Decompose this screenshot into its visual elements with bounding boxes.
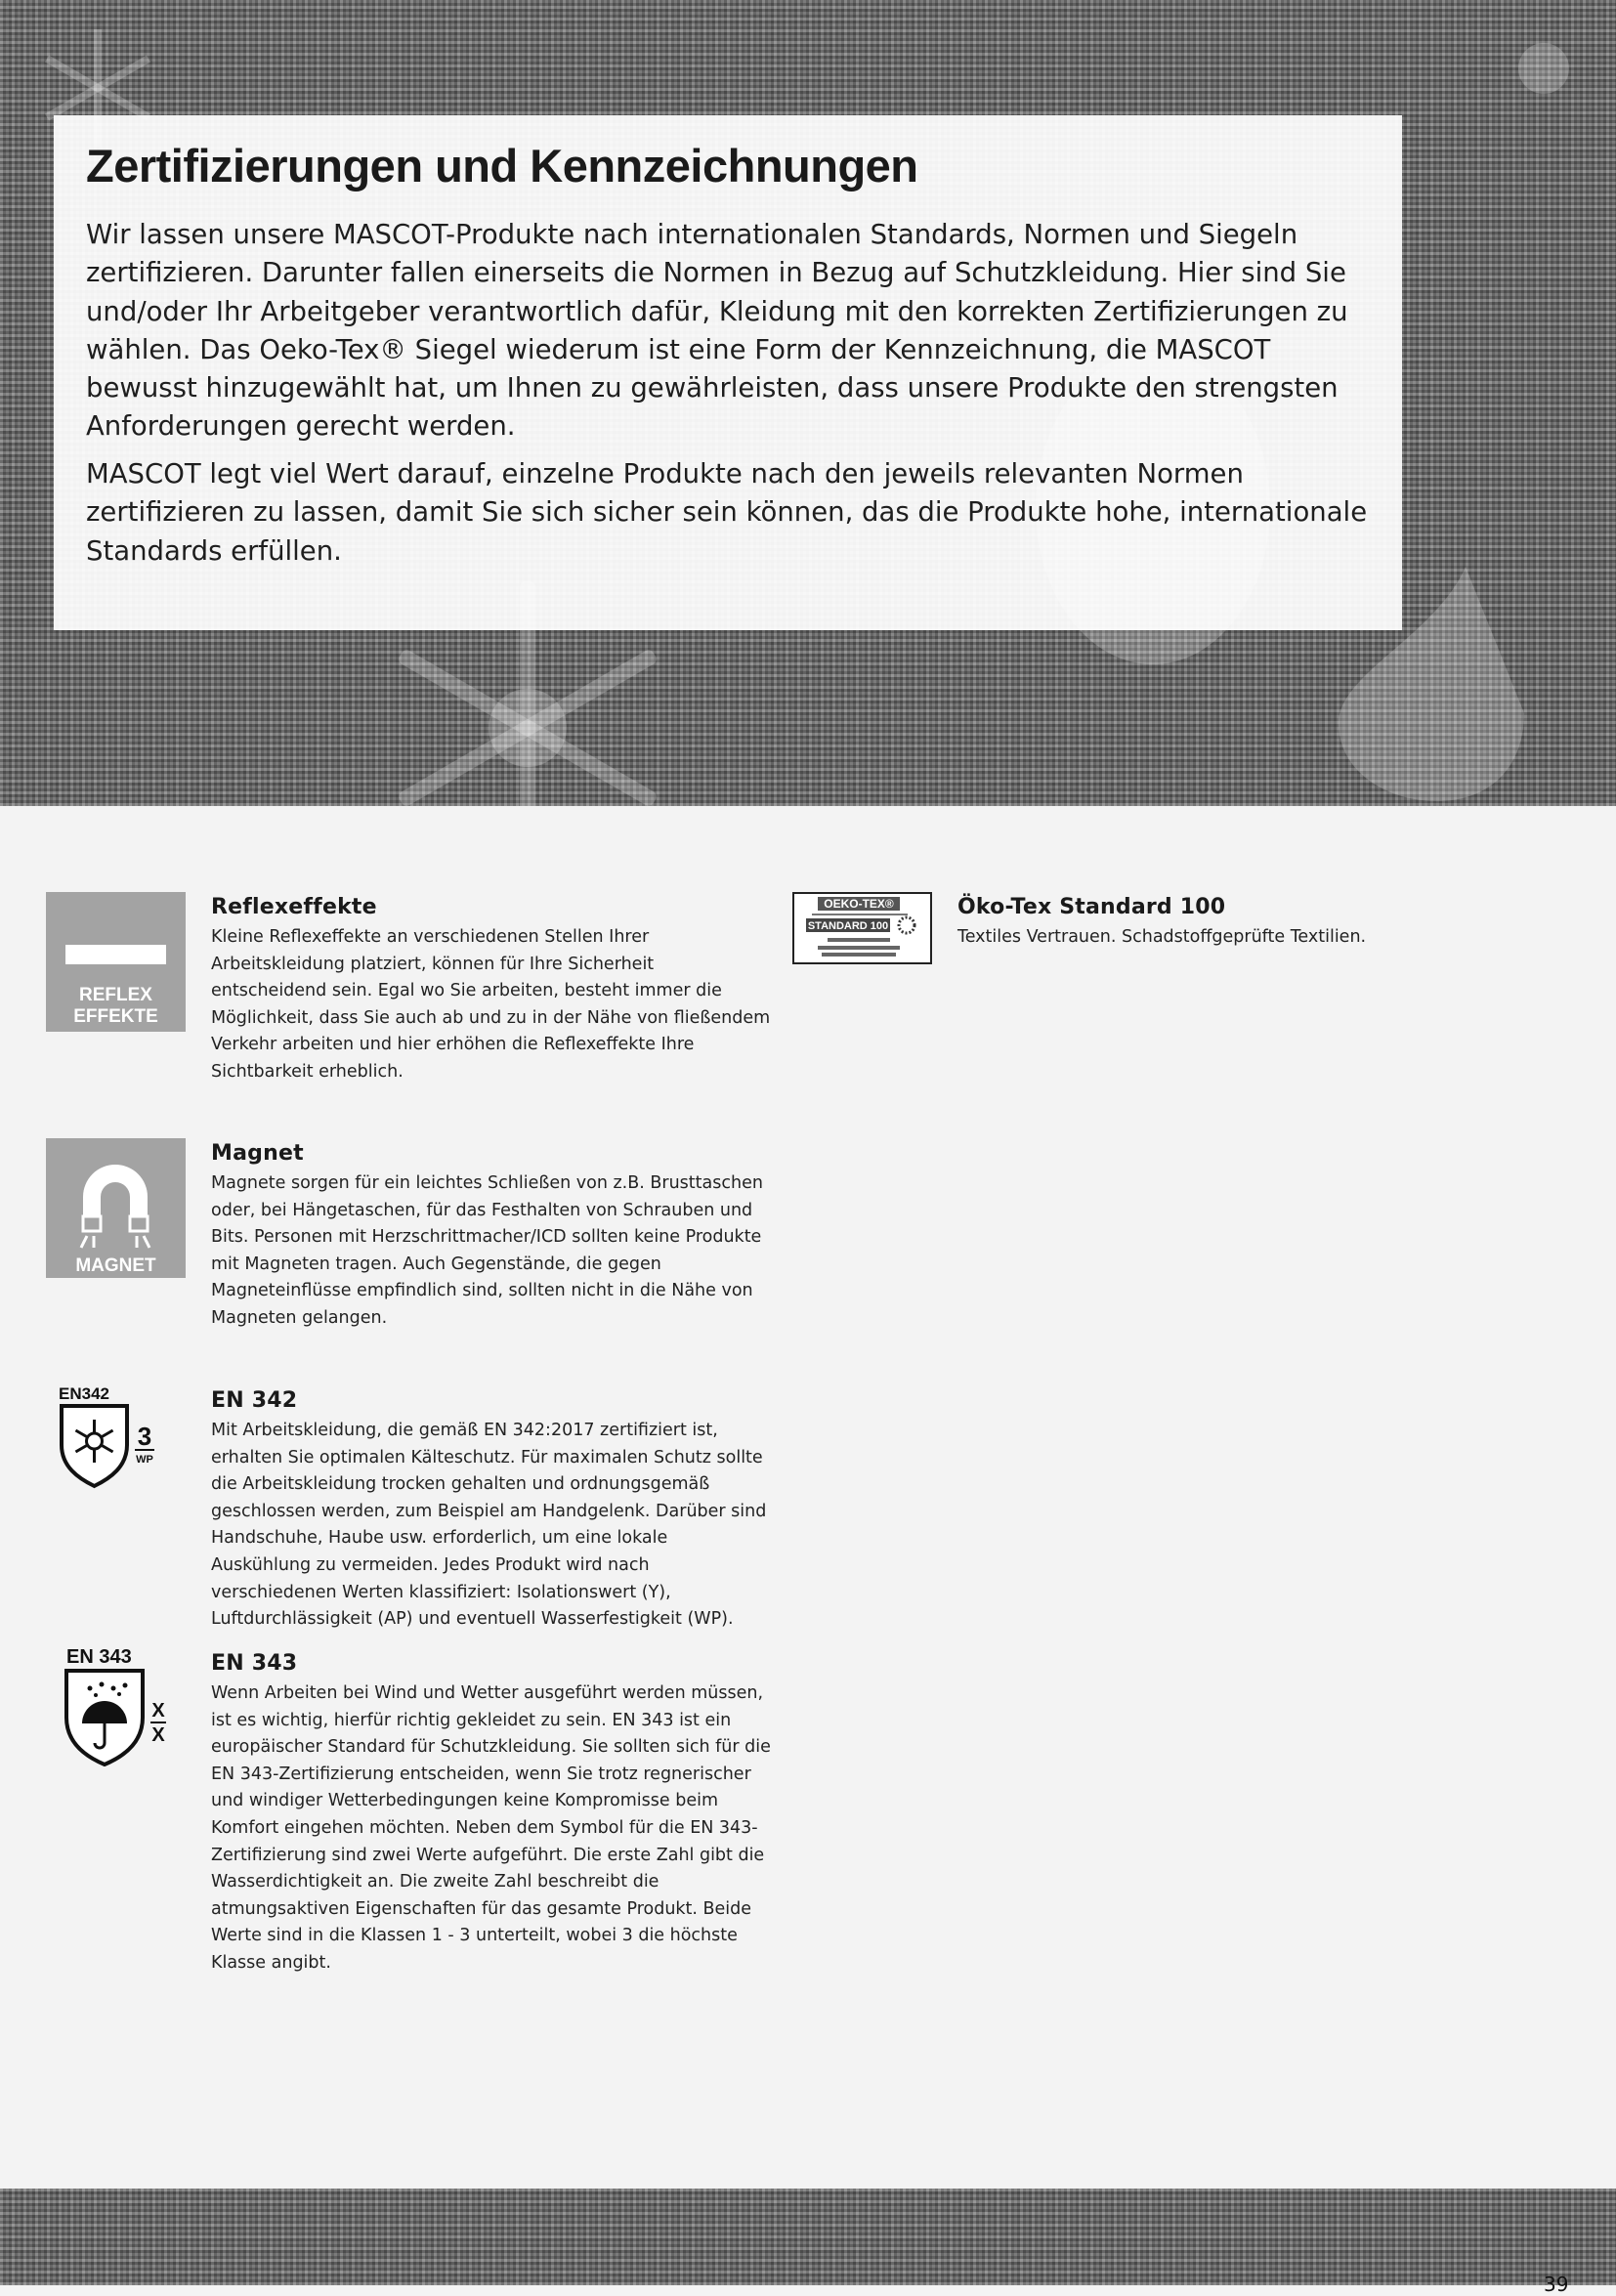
oekotex-title: Öko-Tex Standard 100: [957, 895, 1226, 919]
oekotex-text: Textiles Vertrauen. Schadstoffgeprüfte Textilien.: [957, 927, 1367, 947]
en343-class-1: X: [151, 1700, 165, 1722]
reflex-text: Kleine Reflexeffekte an verschiedenen Stellen Ihrer Arbeitskleidung platziert, können für Ihre Sicherheit entscheidend sein. Egal wo Sie arbeiten, besteht immer die Möglichkeit, dass Sie auch ab und zu in der Nähe von fließendem Verkehr arbeiten und hier erhöhen die Reflexeffekte Ihre Sichtbarkeit erheblich.: [211, 927, 771, 1082]
page-title: Zertifizierungen und Kennzeichnungen: [86, 140, 918, 191]
magnet-text: Magnete sorgen für ein leichtes Schließen von z.B. Brusttaschen oder, bei Hängetaschen, für das Festhalten von Schrauben und Bits. Personen mit Herzschrittmacher/ICD sollten keine Produkte mit Magneten tragen. Auch Gegenstände, die gegen Magneteinflüsse empfindlich sind, sollten nicht in die Nähe von Magneten gelangen.: [211, 1173, 763, 1328]
en342-text: Mit Arbeitskleidung, die gemäß EN 342:2017 zertifiziert ist, erhalten Sie optimalen Kälteschutz. Für maximalen Schutz sollte die Arbeitskleidung trocken gehalten und ordnungsgemäß geschlossen werden, zum Beispiel am Handgelenk. Darüber sind Handschuhe, Haube usw. erforderlich, um eine lokale Auskühlung zu vermeiden. Jedes Produkt wird nach verschiedenen Werten klassifiziert: Isolationswert (Y), Luftdurchlässigkeit (AP) und eventuell Wasserfestigkeit (WP).: [211, 1421, 767, 1630]
magnet-icon: [46, 1138, 186, 1278]
en342-shield-icon: [57, 1381, 158, 1490]
oekotex-logo: [792, 892, 932, 964]
intro-paragraph-1: Wir lassen unsere MASCOT-Produkte nach internationalen Standards, Normen und Siegeln zertifizieren. Darunter fallen einerseits die Normen in Bezug auf Schutzkleidung. Hier sind Sie und/oder Ihr Arbeitgeber verantwortlich dafür, Kleidung mit den korrekten Zertifizierungen zu wählen. Das Oeko-Tex® Siegel wiederum ist eine Form der Kennzeichnung, die MASCOT bewusst hinzugewählt hat, um Ihnen zu gewährleisten, dass unsere Produkte den strengsten Anforderungen gerecht werden.: [86, 219, 1348, 443]
page-number: 39: [1544, 2273, 1569, 2296]
intro-paragraph-2: MASCOT legt viel Wert darauf, einzelne Produkte nach den jeweils relevanten Normen zertifizieren zu lassen, damit Sie sich sicher sein können, das die Produkte hohe, internationale Standards erfüllen.: [86, 458, 1368, 567]
fabric-footer-background: [0, 2189, 1616, 2285]
en342-class-sub: WP: [136, 1454, 153, 1466]
en343-class-2: X: [151, 1724, 165, 1746]
en342-icon-label: EN342: [59, 1384, 109, 1403]
reflex-effekte-icon: [46, 892, 186, 1032]
en343-icon-label: EN 343: [66, 1646, 132, 1668]
reflex-icon-label-1: REFLEX: [79, 985, 152, 1005]
magnet-icon-label: MAGNET: [75, 1255, 156, 1276]
en342-class-number: 3: [137, 1422, 152, 1451]
magnet-title: Magnet: [211, 1141, 304, 1166]
en343-shield-icon: [63, 1643, 172, 1770]
oekotex-logo-top: OEKO-TEX®: [824, 897, 894, 911]
reflex-title: Reflexeffekte: [211, 895, 377, 919]
oekotex-logo-mid: STANDARD 100: [807, 920, 889, 932]
reflex-icon-label-2: EFFEKTE: [73, 1006, 158, 1027]
en343-title: EN 343: [211, 1651, 298, 1676]
en343-text: Wenn Arbeiten bei Wind und Wetter ausgeführt werden müssen, ist es wichtig, hierfür richtig gekleidet zu sein. EN 343 ist ein europäischer Standard für Schutzkleidung. Sie sollten sich für die EN 343-Zertifizierung entscheiden, wenn Sie trotz regnerischer und windiger Wetterbedingungen keine Kompromisse beim Komfort eingehen möchten. Neben dem Symbol für die EN 343-Zertifizierung sind zwei Werte aufgeführt. Die erste Zahl gibt die Wasserdichtigkeit an. Die zweite Zahl beschreibt die atmungsaktiven Eigenschaften für das gesamte Produkt. Beide Werte sind in die Klassen 1 - 3 unterteilt, wobei 3 die höchste Klasse angibt.: [211, 1683, 771, 1973]
en342-title: EN 342: [211, 1388, 298, 1413]
